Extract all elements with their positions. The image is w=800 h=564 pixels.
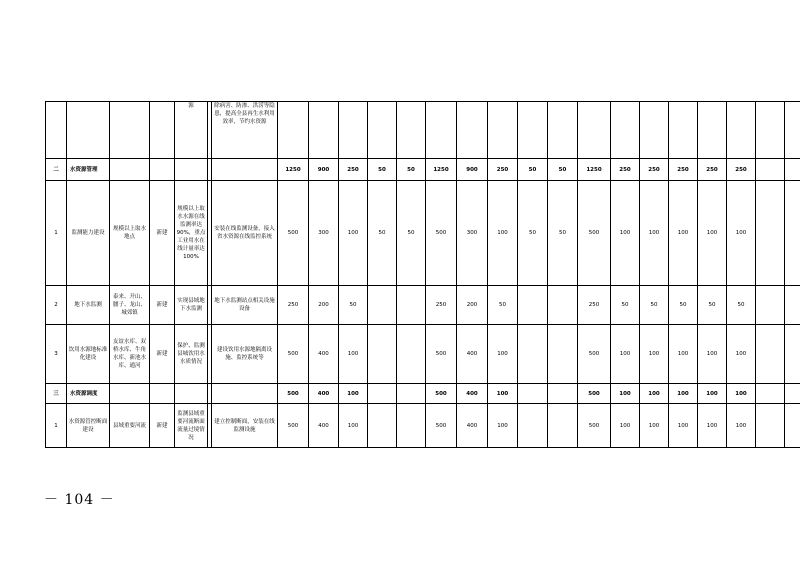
table-cell: 250 [426, 286, 457, 325]
table-cell [785, 159, 800, 181]
table-cell: 100 [669, 384, 698, 404]
table-cell [368, 404, 397, 448]
table-cell: 3 [46, 325, 67, 384]
table-cell: 监测能力建设 [67, 181, 110, 286]
table-cell: 建设饮用水源地隔离设施、监控系统等 [212, 325, 278, 384]
table-cell [785, 102, 800, 159]
table-cell [518, 286, 548, 325]
table-cell: 50 [397, 159, 426, 181]
table-cell [785, 404, 800, 448]
table-cell: 1 [46, 181, 67, 286]
table-cell [488, 102, 518, 159]
table-cell [640, 102, 669, 159]
table-cell: 100 [339, 384, 368, 404]
page-number: － 104 － [44, 492, 115, 508]
table-cell [150, 159, 175, 181]
table-cell: 400 [309, 404, 339, 448]
table-cell [368, 286, 397, 325]
table-cell: 除病害、防渗、洪涝等隐患，提高全县再生水利用效率，节约水资源 [212, 102, 278, 159]
table-row [46, 181, 800, 286]
table-cell: 泰来、开山、腰子、龙山、城郊镇 [110, 286, 150, 325]
table-cell: 200 [309, 286, 339, 325]
table-cell [698, 102, 727, 159]
table-cell: 实现县域地下水监测 [175, 286, 208, 325]
table-cell [611, 102, 640, 159]
table-cell [397, 325, 426, 384]
table-cell: 50 [698, 286, 727, 325]
table-cell [548, 384, 578, 404]
table-cell: 地下水监测站点相关设施设备 [212, 286, 278, 325]
table-cell [278, 102, 309, 159]
table-cell: 100 [488, 384, 518, 404]
table-cell: 100 [640, 181, 669, 286]
table-cell [578, 102, 611, 159]
table-cell: 500 [578, 404, 611, 448]
table-cell [756, 404, 785, 448]
table-cell: 50 [339, 286, 368, 325]
table-cell: 2 [46, 286, 67, 325]
table-cell [212, 159, 278, 181]
table-cell: 新建 [150, 181, 175, 286]
table-cell: 50 [368, 159, 397, 181]
table-cell: 1 [46, 404, 67, 448]
section-row [46, 159, 800, 181]
table-cell: 50 [548, 159, 578, 181]
table-cell: 50 [397, 181, 426, 286]
table-cell: 新建 [150, 325, 175, 384]
table-cell: 250 [278, 286, 309, 325]
table-cell: 500 [278, 325, 309, 384]
table-cell: 县域重要河流 [110, 404, 150, 448]
table-cell [397, 404, 426, 448]
table-cell: 400 [457, 384, 488, 404]
table-cell: 50 [727, 286, 756, 325]
table-cell: 100 [488, 325, 518, 384]
table-cell [46, 102, 67, 159]
table-cell: 100 [611, 181, 640, 286]
table-cell: 50 [518, 159, 548, 181]
table-cell: 100 [727, 325, 756, 384]
table-cell: 100 [669, 325, 698, 384]
table-cell: 水资源管理 [67, 159, 110, 181]
table-cell [548, 325, 578, 384]
table-cell: 400 [309, 325, 339, 384]
table-cell: 100 [698, 384, 727, 404]
table-cell: 500 [578, 181, 611, 286]
table-cell [756, 325, 785, 384]
table-cell [785, 286, 800, 325]
table-cell: 100 [698, 181, 727, 286]
table-cell: 400 [309, 384, 339, 404]
table-cell: 250 [698, 159, 727, 181]
table-cell: 100 [698, 404, 727, 448]
table-cell: 100 [727, 384, 756, 404]
table-cell [110, 159, 150, 181]
table-cell: 1250 [426, 159, 457, 181]
table-cell: 新建 [150, 286, 175, 325]
section-row [46, 384, 800, 404]
table-cell: 保护、监测县城饮用水水质情况 [175, 325, 208, 384]
table-cell: 水资源调度 [67, 384, 110, 404]
table-cell: 二 [46, 159, 67, 181]
table-cell [150, 102, 175, 159]
table-cell [785, 384, 800, 404]
table-cell [368, 325, 397, 384]
table-cell: 监测县域重要河流断面流量过境情况 [175, 404, 208, 448]
table-cell: 1250 [578, 159, 611, 181]
table-cell: 100 [339, 404, 368, 448]
table-cell: 250 [669, 159, 698, 181]
table-cell [518, 404, 548, 448]
table-cell [518, 384, 548, 404]
table-cell: 500 [578, 384, 611, 404]
table-cell: 100 [640, 404, 669, 448]
table-cell [548, 102, 578, 159]
table-cell: 400 [457, 325, 488, 384]
table-cell [397, 286, 426, 325]
table-cell: 100 [698, 325, 727, 384]
table-cell [397, 384, 426, 404]
table-cell [756, 286, 785, 325]
table-cell: 900 [457, 159, 488, 181]
table-cell: 250 [640, 159, 669, 181]
table-cell: 50 [368, 181, 397, 286]
table-cell: 500 [578, 325, 611, 384]
table-cell: 50 [488, 286, 518, 325]
table-cell: 300 [457, 181, 488, 286]
table-row [46, 286, 800, 325]
table-cell [785, 325, 800, 384]
table-cell: 500 [426, 384, 457, 404]
table-cell [175, 384, 208, 404]
table-cell: 100 [727, 181, 756, 286]
table-cell: 500 [278, 384, 309, 404]
table-cell: 50 [548, 181, 578, 286]
table-cell: 500 [426, 181, 457, 286]
table-cell: 建立控制断面，安装在线监测设施 [212, 404, 278, 448]
table-cell [756, 159, 785, 181]
table-cell: 250 [488, 159, 518, 181]
table-cell: 250 [727, 159, 756, 181]
table-cell: 100 [640, 384, 669, 404]
table-cell: 源 [175, 102, 208, 159]
project-table [45, 101, 800, 448]
table-row [46, 102, 800, 159]
table-cell [548, 286, 578, 325]
table-cell: 100 [488, 404, 518, 448]
table-cell [175, 159, 208, 181]
table-cell [67, 102, 110, 159]
table-cell: 100 [339, 181, 368, 286]
table-cell: 100 [669, 404, 698, 448]
table-cell: 安装在线监测设备，接入省水资源在线监控系统 [212, 181, 278, 286]
table-cell: 100 [727, 404, 756, 448]
table-cell: 100 [611, 384, 640, 404]
table-cell [756, 102, 785, 159]
table-cell: 250 [339, 159, 368, 181]
table-cell: 新建 [150, 404, 175, 448]
table-cell: 300 [309, 181, 339, 286]
table-cell: 50 [518, 181, 548, 286]
table-cell [368, 102, 397, 159]
table-row [46, 325, 800, 384]
table-cell: 饮用水源地标准化建设 [67, 325, 110, 384]
table-cell: 100 [488, 181, 518, 286]
table-cell [457, 102, 488, 159]
table-cell: 500 [426, 325, 457, 384]
table-cell [368, 384, 397, 404]
table-cell: 200 [457, 286, 488, 325]
table-cell: 100 [611, 325, 640, 384]
table-cell: 规模以上取水水源在线监测率达90%，重点工业用水在线计量率达100% [175, 181, 208, 286]
table-cell [727, 102, 756, 159]
table-row [46, 404, 800, 448]
table-cell: 50 [640, 286, 669, 325]
table-cell [756, 181, 785, 286]
table-cell [426, 102, 457, 159]
table-cell: 900 [309, 159, 339, 181]
table-cell [518, 102, 548, 159]
table-cell: 50 [669, 286, 698, 325]
table-cell: 500 [278, 181, 309, 286]
table-cell [339, 102, 368, 159]
table-cell [110, 102, 150, 159]
table-cell [548, 404, 578, 448]
table-cell: 地下水监测 [67, 286, 110, 325]
table-cell [756, 384, 785, 404]
table-cell: 400 [457, 404, 488, 448]
table-cell: 250 [578, 286, 611, 325]
table-cell [518, 325, 548, 384]
table-cell: 三 [46, 384, 67, 404]
table-cell: 友谊水库、双桥水库、牛角水库、新池水库、通河 [110, 325, 150, 384]
table-cell [150, 384, 175, 404]
table-cell [309, 102, 339, 159]
table-cell: 100 [339, 325, 368, 384]
table-cell [212, 384, 278, 404]
table-cell: 100 [640, 325, 669, 384]
table-cell [110, 384, 150, 404]
table-cell: 水资源管控断面建设 [67, 404, 110, 448]
table-cell [669, 102, 698, 159]
table-cell [785, 181, 800, 286]
table-cell: 500 [278, 404, 309, 448]
table-cell [397, 102, 426, 159]
table-cell: 500 [426, 404, 457, 448]
table-cell: 规模以上取水地点 [110, 181, 150, 286]
table-cell: 50 [611, 286, 640, 325]
table-cell: 250 [611, 159, 640, 181]
table-cell: 100 [611, 404, 640, 448]
table-cell: 1250 [278, 159, 309, 181]
table-cell: 100 [669, 181, 698, 286]
